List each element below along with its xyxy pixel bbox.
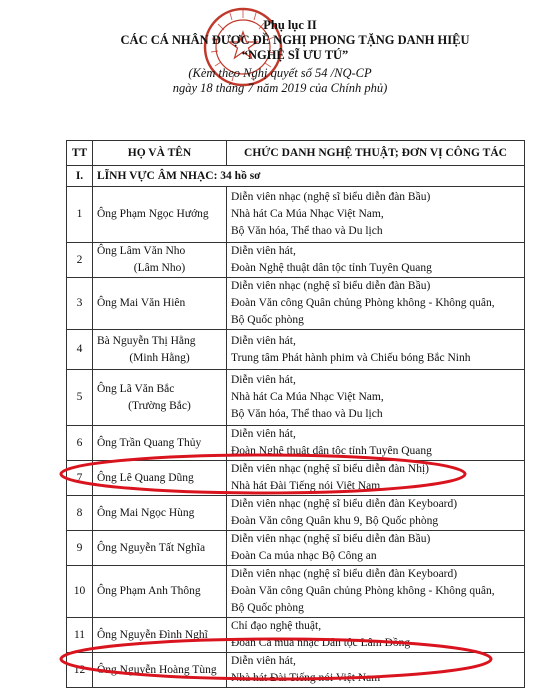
title-unit-line: Đoàn Ca múa nhạc Bộ Công an: [231, 550, 377, 562]
table-row: [67, 531, 525, 566]
person-name: Ông Phạm Ngọc Hướng: [97, 208, 209, 220]
row-number: 5: [67, 370, 93, 426]
document-title: CÁC CÁ NHÂN ĐƯỢC ĐỀ NGHỊ PHONG TẶNG DANH HIỆU: [120, 33, 470, 47]
person-name-cell: [93, 618, 227, 653]
table-row: [67, 426, 525, 461]
title-unit-line: Bộ Văn hóa, Thể thao và Du lịch: [231, 225, 383, 237]
title-unit-line: Diễn viên hát,: [231, 428, 296, 440]
person-name-cell: [93, 330, 227, 370]
column-header-tt: TT: [67, 141, 93, 166]
table-row: [67, 566, 525, 618]
person-name: Ông Nguyễn Đình Nghĩ: [97, 628, 208, 641]
person-name-cell: [93, 531, 227, 566]
row-number: 8: [67, 496, 93, 531]
table-header-row: [67, 141, 525, 166]
title-unit-line: Đoàn Văn công Quân khu 9, Bộ Quốc phòng: [231, 515, 439, 527]
title-unit-cell: [227, 370, 525, 426]
row-number: 11: [67, 618, 93, 653]
title-unit-cell: [227, 243, 525, 278]
title-unit-line: Diễn viên nhạc (nghệ sĩ biểu diễn đàn Nhị): [231, 463, 429, 475]
row-number: 3: [67, 278, 93, 330]
title-unit-line: Đoàn Văn công Quân chủng Phòng không - Không quân,: [231, 585, 495, 597]
title-unit-cell: [227, 566, 525, 618]
section-label: LĨNH VỰC ÂM NHẠC: 34 hồ sơ: [93, 166, 525, 187]
title-unit-line: Diễn viên nhạc (nghệ sĩ biểu diễn đàn Keyboard): [231, 568, 458, 580]
title-unit-line: Đoàn Nghệ thuật dân tộc tỉnh Tuyên Quang: [231, 262, 432, 274]
title-unit-line: Bộ Quốc phòng: [231, 314, 304, 326]
title-unit-line: Đoàn Nghệ thuật dân tộc tỉnh Tuyên Quang: [231, 445, 432, 457]
title-unit-cell: [227, 531, 525, 566]
title-unit-line: Trung tâm Phát hành phim và Chiếu bóng Bắc Ninh: [231, 351, 471, 364]
appendix-label: Phụ lục II: [263, 18, 317, 32]
person-alias: (Lâm Nho): [133, 262, 186, 274]
resolution-reference: (Kèm theo Nghị quyết số 54 /NQ-CP: [188, 66, 372, 80]
row-number: 6: [67, 426, 93, 461]
column-header-title: CHỨC DANH NGHỆ THUẬT; ĐƠN VỊ CÔNG TÁC: [227, 141, 525, 166]
row-number: 2: [67, 243, 93, 278]
title-unit-line: Diễn viên hát,: [231, 245, 296, 257]
title-unit-line: Diễn viên nhạc (nghệ sĩ biểu diễn đàn Keyboard): [231, 498, 458, 510]
section-number: I.: [67, 166, 93, 187]
row-number: 9: [67, 531, 93, 566]
person-name: Ông Lâm Văn Nho: [97, 245, 186, 257]
table-row: [67, 243, 525, 278]
title-unit-line: Diễn viên nhạc (nghệ sĩ biểu diễn đàn Bầu): [231, 191, 431, 203]
title-unit-cell: [227, 461, 525, 496]
honor-title: “NGHỆ SĨ ƯU TÚ”: [241, 48, 349, 62]
person-alias: (Minh Hằng): [129, 351, 190, 364]
person-name-cell: [93, 243, 227, 278]
table-row: [67, 370, 525, 426]
title-unit-line: Nhà hát Đài Tiếng nói Việt Nam: [231, 480, 381, 492]
row-number: 4: [67, 330, 93, 370]
person-name: Bà Nguyễn Thị Hằng: [97, 334, 196, 347]
title-unit-line: Bộ Quốc phòng: [231, 602, 304, 614]
title-unit-cell: [227, 187, 525, 243]
title-unit-line: Chỉ đạo nghệ thuật,: [231, 620, 322, 632]
title-unit-cell: [227, 496, 525, 531]
person-name-cell: [93, 653, 227, 688]
resolution-date: ngày 18 tháng 7 năm 2019 của Chính phủ): [172, 81, 388, 95]
person-name-cell: [93, 566, 227, 618]
title-unit-line: Diễn viên nhạc (nghệ sĩ biểu diễn đàn Bầu): [231, 533, 431, 545]
table-row: [67, 278, 525, 330]
title-unit-line: Diễn viên hát,: [231, 334, 296, 347]
table-row: [67, 461, 525, 496]
title-unit-line: Đoàn Văn công Quân chủng Phòng không - Không quân,: [231, 297, 495, 309]
person-name-cell: [93, 187, 227, 243]
person-name: Ông Lã Văn Bắc: [97, 382, 175, 395]
row-number: 12: [67, 653, 93, 688]
person-name-cell: [93, 370, 227, 426]
person-name-cell: [93, 496, 227, 531]
title-unit-line: Đoàn Ca múa nhạc Dân tộc Lâm Đồng: [231, 637, 411, 649]
person-name-cell: [93, 278, 227, 330]
title-unit-line: Nhà hát Đài Tiếng nói Việt Nam: [231, 672, 381, 684]
table-row: [67, 187, 525, 243]
table-row: [67, 618, 525, 653]
table-row: [67, 653, 525, 688]
person-name: Ông Lê Quang Dũng: [97, 471, 194, 484]
title-unit-cell: [227, 653, 525, 688]
table-row: [67, 496, 525, 531]
person-name: Ông Mai Văn Hiên: [97, 297, 186, 309]
person-name: Ông Phạm Anh Thông: [97, 585, 201, 597]
person-name: Ông Nguyễn Hoàng Tùng: [97, 663, 217, 676]
title-unit-line: Bộ Văn hóa, Thể thao và Du lịch: [231, 408, 383, 420]
title-unit-cell: [227, 330, 525, 370]
row-number: 1: [67, 187, 93, 243]
section-row: [67, 166, 525, 187]
person-alias: (Trường Bắc): [128, 399, 191, 412]
title-unit-cell: [227, 618, 525, 653]
person-name-cell: [93, 426, 227, 461]
title-unit-line: Nhà hát Ca Múa Nhạc Việt Nam,: [231, 391, 384, 403]
row-number: 7: [67, 461, 93, 496]
nominees-table: [66, 140, 525, 688]
title-unit-cell: [227, 426, 525, 461]
table-row: [67, 330, 525, 370]
title-unit-line: Nhà hát Ca Múa Nhạc Việt Nam,: [231, 208, 384, 220]
title-unit-line: Diễn viên nhạc (nghệ sĩ biểu diễn đàn Bầu): [231, 280, 431, 292]
person-name-cell: [93, 461, 227, 496]
document-header: [0, 0, 556, 140]
row-number: 10: [67, 566, 93, 618]
title-unit-line: Diễn viên hát,: [231, 655, 296, 667]
person-name: Ông Trần Quang Thủy: [97, 436, 202, 449]
person-name: Ông Mai Ngọc Hùng: [97, 506, 195, 519]
column-header-name: HỌ VÀ TÊN: [93, 141, 227, 166]
title-unit-line: Diễn viên hát,: [231, 374, 296, 386]
title-unit-cell: [227, 278, 525, 330]
person-name: Ông Nguyễn Tất Nghĩa: [97, 541, 206, 554]
